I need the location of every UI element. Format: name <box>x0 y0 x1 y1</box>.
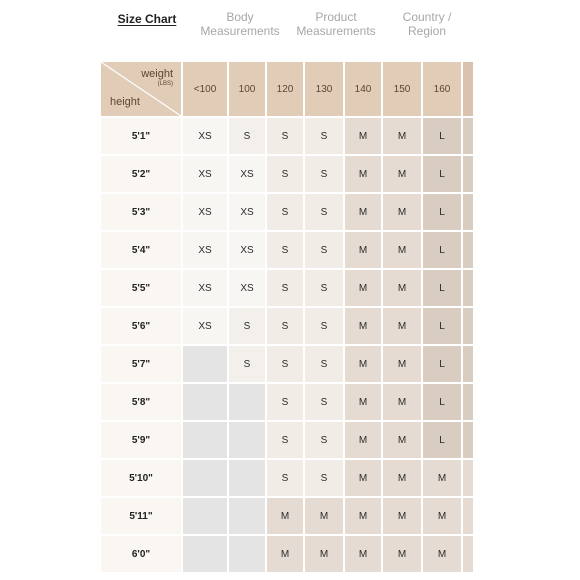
tab-country-region-line2: Region <box>407 24 447 38</box>
size-cell: XS <box>183 194 227 230</box>
size-cell-overflow <box>463 194 473 230</box>
tab-country-region[interactable] <box>384 10 470 38</box>
size-cell-empty <box>229 384 265 420</box>
weight-header-cell: 160 <box>423 62 461 116</box>
size-cell-empty <box>183 536 227 572</box>
size-cell: S <box>305 156 343 192</box>
weight-header-cell: 130 <box>305 62 343 116</box>
size-cell: M <box>383 156 421 192</box>
size-cell: S <box>267 194 303 230</box>
size-cell-overflow <box>463 536 473 572</box>
size-cell: M <box>345 536 381 572</box>
size-cell-empty <box>183 460 227 496</box>
weight-label: weight <box>141 68 173 80</box>
tab-bar <box>0 10 580 50</box>
height-cell: 5'5" <box>101 270 181 306</box>
size-cell: L <box>423 384 461 420</box>
size-cell: S <box>305 384 343 420</box>
size-cell: S <box>267 232 303 268</box>
size-cell: S <box>267 270 303 306</box>
size-cell: XS <box>229 270 265 306</box>
weight-header-cell: 100 <box>229 62 265 116</box>
size-cell: M <box>345 460 381 496</box>
size-cell: S <box>305 422 343 458</box>
size-cell: M <box>305 536 343 572</box>
height-cell: 5'4" <box>101 232 181 268</box>
table-row <box>101 232 473 268</box>
size-cell-overflow <box>463 118 473 154</box>
size-cell: S <box>305 308 343 344</box>
size-cell-overflow <box>463 422 473 458</box>
size-cell: M <box>383 384 421 420</box>
size-cell: M <box>345 422 381 458</box>
size-cell: M <box>383 270 421 306</box>
table-corner-cell <box>101 62 181 116</box>
size-cell: S <box>305 194 343 230</box>
size-cell: M <box>383 232 421 268</box>
weight-header-cell-overflow <box>463 62 473 116</box>
size-cell: L <box>423 422 461 458</box>
tab-body-measurements-line1: Body <box>226 10 254 24</box>
size-cell: XS <box>229 194 265 230</box>
tab-body-measurements[interactable] <box>192 10 288 38</box>
size-cell: M <box>345 308 381 344</box>
size-cell: S <box>267 422 303 458</box>
table-row <box>101 308 473 344</box>
size-cell: S <box>305 118 343 154</box>
weight-header-cell: 120 <box>267 62 303 116</box>
height-cell: 5'10" <box>101 460 181 496</box>
size-cell: M <box>383 308 421 344</box>
size-cell: M <box>383 194 421 230</box>
height-cell: 5'9" <box>101 422 181 458</box>
size-cell: M <box>345 156 381 192</box>
height-cell: 6'0" <box>101 536 181 572</box>
size-cell: S <box>267 346 303 382</box>
size-cell: S <box>305 346 343 382</box>
size-table <box>101 62 475 574</box>
size-cell: S <box>305 270 343 306</box>
size-cell: S <box>229 346 265 382</box>
table-row <box>101 194 473 230</box>
size-table-body <box>101 118 473 572</box>
tab-size-chart-label: Size Chart <box>117 12 177 26</box>
size-cell-empty <box>183 384 227 420</box>
table-row <box>101 498 473 534</box>
size-cell: S <box>267 156 303 192</box>
size-cell: M <box>423 498 461 534</box>
size-cell: S <box>267 308 303 344</box>
height-cell: 5'2" <box>101 156 181 192</box>
size-cell: M <box>345 384 381 420</box>
height-cell: 5'8" <box>101 384 181 420</box>
size-cell: M <box>345 118 381 154</box>
table-row <box>101 118 473 154</box>
size-cell: M <box>345 194 381 230</box>
size-cell-overflow <box>463 232 473 268</box>
table-row <box>101 460 473 496</box>
size-cell: XS <box>183 118 227 154</box>
size-cell: M <box>345 270 381 306</box>
size-cell: XS <box>183 308 227 344</box>
size-cell: XS <box>183 156 227 192</box>
size-cell: L <box>423 346 461 382</box>
size-cell: M <box>383 536 421 572</box>
weight-header-cell: 150 <box>383 62 421 116</box>
height-cell: 5'3" <box>101 194 181 230</box>
size-cell-overflow <box>463 156 473 192</box>
table-row <box>101 156 473 192</box>
table-row <box>101 422 473 458</box>
size-cell-overflow <box>463 460 473 496</box>
size-cell-empty <box>229 536 265 572</box>
size-cell: S <box>305 460 343 496</box>
size-cell: M <box>345 346 381 382</box>
size-cell-empty <box>229 460 265 496</box>
size-cell: S <box>229 308 265 344</box>
size-cell-overflow <box>463 346 473 382</box>
weight-axis-label <box>141 68 173 87</box>
size-cell: L <box>423 194 461 230</box>
size-cell: M <box>383 498 421 534</box>
weight-unit-label: (LBS) <box>157 81 173 87</box>
size-cell: XS <box>229 156 265 192</box>
size-cell-overflow <box>463 384 473 420</box>
tab-body-measurements-line2: Measurements <box>200 24 280 38</box>
height-cell: 5'7" <box>101 346 181 382</box>
size-cell: M <box>423 536 461 572</box>
table-row <box>101 270 473 306</box>
weight-header-cell: <100 <box>183 62 227 116</box>
size-cell: L <box>423 232 461 268</box>
size-cell: M <box>345 498 381 534</box>
table-row <box>101 346 473 382</box>
height-cell: 5'1" <box>101 118 181 154</box>
tab-product-measurements-line2: Measurements <box>296 24 376 38</box>
size-cell: M <box>305 498 343 534</box>
size-cell-overflow <box>463 270 473 306</box>
size-cell-empty <box>229 498 265 534</box>
tab-product-measurements-line1: Product <box>315 10 357 24</box>
height-cell: 5'11" <box>101 498 181 534</box>
size-cell: M <box>267 498 303 534</box>
size-cell: L <box>423 270 461 306</box>
size-cell: M <box>383 346 421 382</box>
height-axis-label: height <box>110 96 140 108</box>
size-cell: M <box>345 232 381 268</box>
size-cell-empty <box>183 422 227 458</box>
tab-size-chart[interactable] <box>112 12 182 26</box>
size-cell: L <box>423 156 461 192</box>
size-cell-empty <box>229 422 265 458</box>
size-cell: M <box>267 536 303 572</box>
size-cell: L <box>423 308 461 344</box>
table-row <box>101 536 473 572</box>
size-cell: S <box>229 118 265 154</box>
size-table-container[interactable] <box>101 62 479 580</box>
size-cell: L <box>423 118 461 154</box>
size-cell-overflow <box>463 308 473 344</box>
size-cell: S <box>267 460 303 496</box>
size-cell: S <box>267 384 303 420</box>
size-cell: M <box>383 118 421 154</box>
size-cell: XS <box>183 232 227 268</box>
size-cell: XS <box>229 232 265 268</box>
weight-header-cell: 140 <box>345 62 381 116</box>
height-cell: 5'6" <box>101 308 181 344</box>
size-cell-empty <box>183 346 227 382</box>
table-row <box>101 384 473 420</box>
size-cell-empty <box>183 498 227 534</box>
size-cell: XS <box>183 270 227 306</box>
tab-product-measurements[interactable] <box>288 10 384 38</box>
size-cell: M <box>383 460 421 496</box>
weight-header-row <box>101 62 473 116</box>
size-cell: S <box>267 118 303 154</box>
size-cell: M <box>383 422 421 458</box>
size-cell: S <box>305 232 343 268</box>
size-cell: M <box>423 460 461 496</box>
tab-country-region-line1: Country / <box>402 10 452 24</box>
size-cell-overflow <box>463 498 473 534</box>
